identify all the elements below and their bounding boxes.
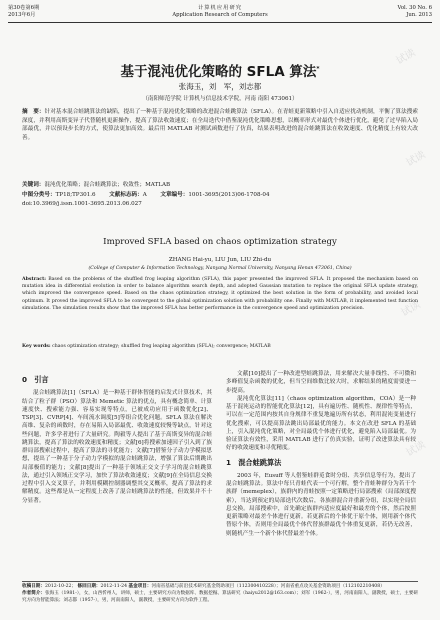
footnote-rule [22,581,418,582]
revised-date: 2012-11-24 [100,584,128,589]
watermark: 试读 [404,439,428,459]
header-journal-cn: 计算机应用研究 [197,5,243,11]
header-volume-issue: 第30卷第6期 [8,5,40,11]
revised-label: 修回日期： [77,584,101,589]
abstract-label: 摘 要： [22,109,45,115]
english-title: Improved SFLA based on chaos optimization strategy [103,237,337,247]
body-left-column [22,370,212,505]
keywords-text: 混沌优化策略；混合蛙跳算法；收敛性；MATLAB [44,182,171,188]
english-keywords-text: chaos optimization strategy; shuffled frog leaping algorithm (SFLA); convergence; MATLAB [52,344,271,349]
section-heading-sfla: 1 混合蛙跳算法 [226,457,282,467]
header-date-en: Jun. 2013 [406,12,432,18]
paper-affiliation: （南阳师范学院 计算机与信息技术学院，河南 南阳 473061） [142,96,298,102]
doc-code-value: A [142,192,147,198]
fund-text: 河南省基础与前沿技术研究基金资助项目（112300410228）；河南省重点攻关基金资助项目（112102210408） [151,584,385,589]
paper-title [20,60,420,80]
received-label: 收稿日期： [22,584,45,589]
title-footnote-mark: * [316,65,320,73]
english-abstract-label: Abstract: [22,277,46,282]
english-affiliation: (College of Computer & Information Technology, Nanyang Normal University, Nanyang Henan 473061, China) [88,266,352,271]
english-keywords-label: Key words: [22,344,51,349]
received-date: 2012-10-22 [44,584,72,589]
clc-label: 中图分类号： [22,192,56,198]
watermark: 试读 [404,149,428,169]
english-keywords [22,344,418,349]
header-date: 2013年6月 [8,12,36,18]
doc-code-label: 文献标志码： [109,192,143,198]
watermark: 试读 [394,47,418,67]
watermark: 试读 [399,299,423,319]
keywords-cn [22,181,418,190]
english-authors: ZHANG Hai-yu, LIU Jun, LIU Zhi-du [168,257,272,263]
english-abstract-text: Based on the problems of the shuffled frog leaping algorithm (SFLA), this paper presented the improved SFLA. It proposed the mechanism based on mutation idea in differential evolution in order to balance algorithm search depth, and adopted Gaussian mutation to replace the original SFLA update strategy, which improved the convergence speed. Based on the chaos optimization strategy, it optimized the best solution in the form of probability, and avoided local optimum. It proved the improved SFLA to be convergent to the global optimization solution with probability one. Finally with MATLAB, it implemented test function simulations. The simulation results show that the improved SFLA has better performance in the convergence speed and optimization precision. [22,277,418,311]
header-journal-en: Application Research of Computers [172,12,268,18]
body-right-column [226,370,416,538]
body-paragraph: 混合蛙跳算法[1]（SFLA）是一种基于群体智能的启发式计算技术，其结合了粒子群（PSO）算法和 Memetic 算法的优点，具有概念简单、计算速度快、搜索能力强、容易实现等特点，已被成功应用于函数优化[2]、TSP[3]、CVRP[4]、车间流水调度[5]等组合优化问题。SFLA 算法在解决高维、复杂的函数时，存在易陷入局部最优、收敛速度较慢等缺点，针对这些问题，许多学者进行了大量研究。陶毅等人提出了基于高斯变异的混合蛙跳算法，提高了算法的收敛速度和精度；文献[6]将搜索加速因子引入到了族群局部搜索过程中，提高了算法的寻优能力；文献[7]借鉴分子动力学模拟思想，提出了一种基于分子动力学模拟的混合蛙跳算法，增强了算法后期跳出局部极值的能力；文献[8]提出了一种基于领域正交文子学习的混合蛙跳算法，通过引入领域正交学习，加快了算法收敛速度；文献[9]在全局信息交换过程中引入交叉算子，并利用模糊控制器调整其交叉概率，提高了算法的求解精度。这些都是从一定程度上改善了混合蛙跳算法的性能，但效果并不十分显著。 [22,390,212,504]
bio-label: 作者简介： [22,590,46,596]
fund-label: 基金项目： [128,584,152,589]
header-volume-en [398,5,432,19]
section-heading-intro: 0 引言 [22,375,49,384]
header-journal [8,5,432,19]
paper-authors: 张海玉，刘 军，刘志都 [178,82,262,91]
article-number-value: 1001-3695(2013)06-1708-04 [188,192,270,198]
doi-value: 10.3969/j.issn.1001-3695.2013.06.027 [32,201,142,207]
keywords-label: 关键词： [22,182,45,188]
article-number-label: 文章编号： [160,192,189,198]
doi-line [22,200,418,209]
body-paragraph: 文献[10]提出了一种改进型蛙跳算法，用来解决大量非线性、不可微和多峰值复杂函数的优化，但当空间维数比较大时，求解结果的精度需要进一步提高。 [226,371,416,394]
abstract-text: 针对基本混合蛙跳算法的缺陷，提出了一种基于混沌优化策略的改进混合蛙跳算法（SFLA）。在青蛙更新策略中引入自适应扰动机制，平衡了算法搜索深度，并利用高斯变异子代替随机更新操作，提高了算法收敛速度；在全局迭代中借鉴混沌优化策略思想，以概率形式对最优个体进行优化，避免了过早陷入局部最优，并以预设步长的方式，使算法更加高效。最后用 MATLAB 对测试函数进行了仿真，结果表明改进的混合蛙跳算法在收敛速度、优化精度上有较大改善。 [22,109,418,141]
body-paragraph: 混沌优化算法[11]（chaos optimization algorithm，COA）是一种基于混沌运动的智能优化算法[12]，具有遍历性、随机性、规律性等特点，可以在一定范围内按其自身规律不重复地遍历所有状态，利用混沌变量进行优化搜索，可以提高算法跳出局部最优的能力。本文在改进 SFLA 的基础上，引入混沌优化策略，对全局最优个体进行优化，避免陷入局部最优。为验证算法有效性，采用 MATLAB 进行了仿真实验，证明了改进算法具有较好的收敛速度和寻优精度。 [226,395,416,452]
classification-line [22,191,418,200]
english-abstract [22,276,418,312]
bio-text: 张海玉（1981-），女，山西忻州人，讲师，硕士，主要研究方向为数据库、数据挖掘、算法研究（haiyu2012@163.com）；刘军（1962-），男，河南南阳人，副教授，硕士，主要研究方向为智能算法；刘志都（1957-），男，河南南阳人，副教授，主要研究方向为软件工程。 [22,590,418,603]
doi-label: doi: [22,201,33,207]
header-rule [8,22,432,23]
header-vol-en: Vol. 30 No. 6 [397,5,432,11]
abstract-cn [22,108,418,142]
footnote: 收稿日期：2012-10-22； 修回日期：2012-11-24 基金项目：河南省基础与前沿技术研究基金资助项目（112300410228）；河南省重点攻关基金资助项目（112102210408） 作者简介：张海玉（1981-），女，山西忻州人，讲师，硕士，主要研究方向为数据库、数据挖掘、算法研究（haiyu2012@163.com）；刘军（1962-），男，河南南阳人，副教授，硕士，主要研究方向为智能算法；刘志都（1957-），男，河南南阳人，副教授，主要研究方向为软件工程。 [22,584,418,603]
clc-value: TP18;TP301.6 [55,192,96,198]
body-paragraph: 2003 年，Eusuff 等人借鉴蛙群觅食时分组、共享信息等行为，提出了混合蛙跳算法。算法中每只青蛙代表一个可行解，整个青蛙种群分为若干个族群（memeplex），族群内的青蛙按照一定策略进行局部搜索（局部深度搜索），当达到预定的局部迭代次数后，各族群混合并重新分组，以实现全局信息交换。局部搜索中，首先确定族群内适应度最好和最差的个体，然后按照更新策略对最差个体进行更新。若更新后的个体优于原个体，则用新个体代替原个体，否则用全局最优个体代替族群最优个体重复更新，若仍无改善，则随机产生一个新个体代替最差个体。 [226,472,416,537]
paper-title-text: 基于混沌优化策略的 SFLA 算法 [120,64,317,80]
running-header [8,5,432,29]
